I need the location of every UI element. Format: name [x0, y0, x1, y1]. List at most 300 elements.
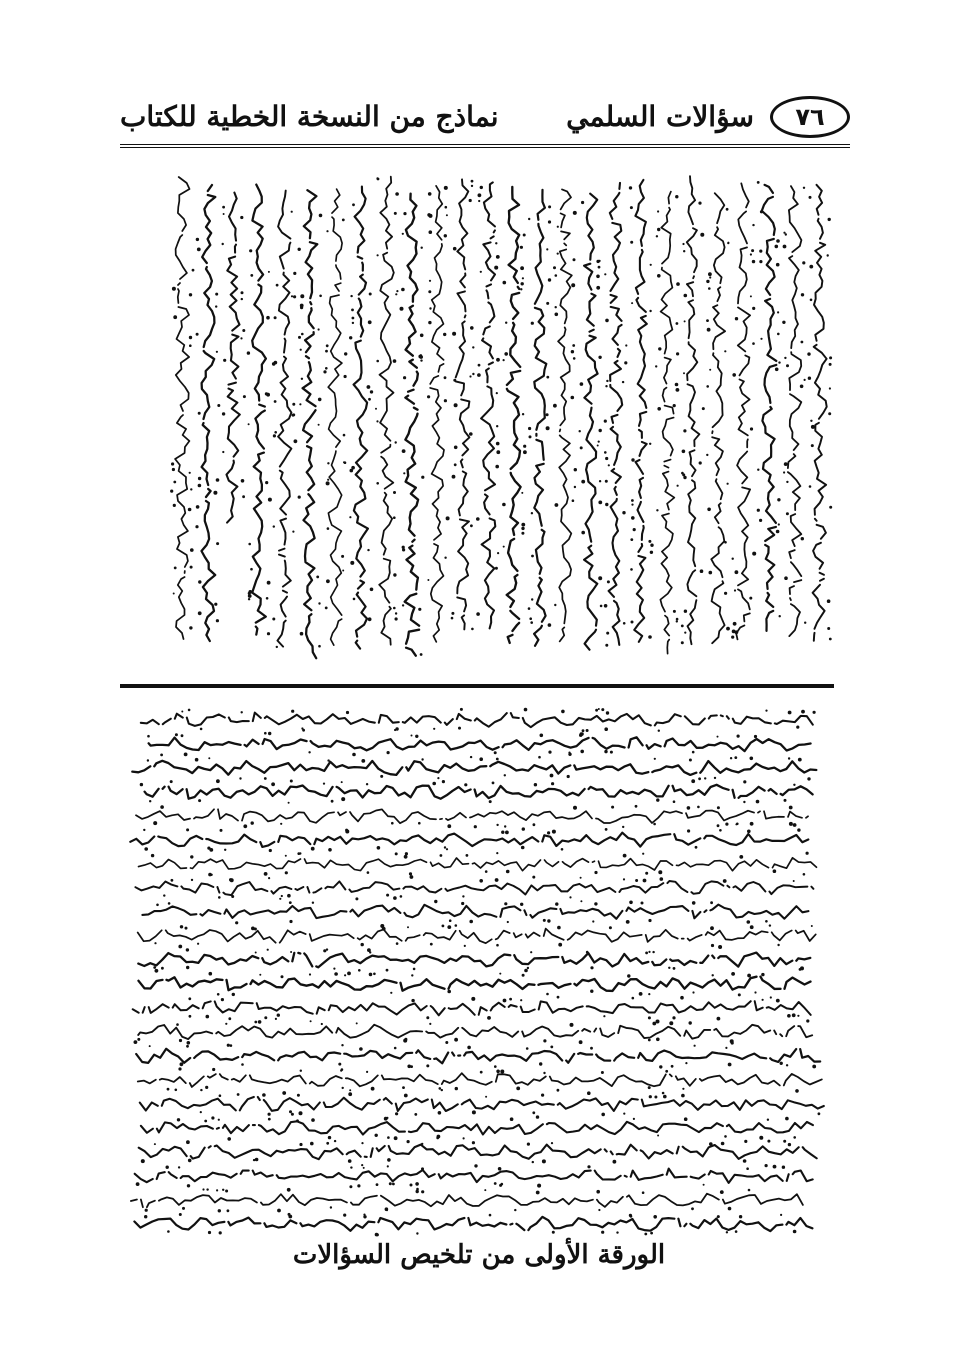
ink-dot	[603, 1015, 605, 1017]
ink-dot	[643, 879, 647, 883]
ink-dot	[390, 992, 392, 994]
ink-dot	[596, 1190, 600, 1194]
ink-dot	[173, 315, 177, 319]
ink-dot	[650, 264, 652, 266]
ink-dot	[494, 751, 497, 754]
ink-dot	[443, 333, 446, 336]
ink-dot	[681, 625, 684, 628]
ink-dot	[186, 1140, 190, 1144]
ink-dot	[274, 361, 278, 365]
ink-dot	[174, 567, 177, 570]
ink-dot	[761, 973, 764, 976]
ink-dot	[757, 181, 760, 184]
ink-dot	[590, 966, 593, 969]
ink-dot	[586, 951, 589, 954]
ink-dot	[532, 1161, 534, 1163]
ink-dot	[410, 1184, 413, 1187]
ink-dot	[469, 199, 472, 202]
ink-dot	[548, 751, 551, 754]
ink-dot	[480, 186, 483, 189]
ink-dot	[472, 373, 474, 375]
ink-dot	[190, 548, 194, 552]
ink-dot	[134, 1040, 138, 1044]
ink-dot	[242, 495, 245, 498]
ink-dot	[220, 829, 223, 832]
ink-dot	[478, 200, 480, 202]
handwritten-line	[142, 905, 808, 919]
ink-dot	[546, 248, 548, 250]
ink-dot	[543, 1072, 545, 1074]
ink-dot	[803, 187, 805, 189]
ink-dot	[149, 1045, 151, 1047]
handwritten-column	[813, 185, 827, 641]
ink-dot	[657, 210, 659, 212]
ink-dot	[395, 441, 397, 443]
ink-dot	[641, 902, 644, 905]
ink-dot	[541, 1094, 544, 1097]
ink-dot	[531, 322, 534, 325]
ink-dot	[387, 751, 390, 754]
handwritten-column	[711, 193, 725, 643]
ink-dot	[777, 944, 779, 946]
ink-dot	[471, 185, 473, 187]
ink-dot	[626, 920, 630, 924]
ink-dot	[376, 1183, 379, 1186]
ink-dot	[358, 969, 361, 972]
ink-dot	[699, 461, 702, 464]
ink-dot	[477, 373, 481, 377]
ink-dot	[440, 854, 443, 857]
ink-dot	[552, 1231, 555, 1234]
ink-dot	[200, 1089, 202, 1091]
ink-dot	[311, 1118, 315, 1122]
ink-dot	[786, 1064, 788, 1066]
ink-dot	[809, 196, 812, 199]
ink-dot	[200, 728, 203, 731]
ink-dot	[392, 1183, 395, 1186]
ink-dot	[495, 567, 498, 570]
ink-dot	[265, 392, 268, 395]
ink-dot	[717, 736, 719, 738]
ink-dot	[479, 757, 483, 761]
handwritten-column	[303, 190, 318, 658]
handwritten-line	[136, 809, 808, 823]
ink-dot	[673, 610, 676, 613]
ink-dot	[254, 1021, 257, 1024]
ink-dot	[155, 969, 159, 973]
ink-dot	[652, 951, 654, 953]
ink-dot	[656, 798, 659, 801]
ink-dot	[543, 1039, 546, 1042]
ink-dot	[676, 322, 679, 325]
ink-dot	[780, 1214, 782, 1216]
ink-dot	[318, 398, 322, 402]
ink-dot	[328, 1136, 331, 1139]
ink-dot	[342, 570, 344, 572]
ink-dot	[287, 1188, 291, 1192]
ink-dot	[827, 254, 829, 256]
book-title: سؤالات السلمي	[566, 100, 754, 133]
ink-dot	[623, 1113, 625, 1115]
ink-dot	[682, 450, 686, 454]
handwritten-line	[140, 1097, 824, 1111]
ink-dot	[773, 1165, 777, 1169]
ink-dot	[744, 1140, 747, 1143]
ink-dot	[657, 274, 661, 278]
ink-dot	[631, 458, 634, 461]
ink-dot	[610, 751, 613, 754]
ink-dot	[552, 830, 556, 834]
ink-dot	[784, 799, 787, 802]
handwritten-lines-image	[115, 700, 845, 1240]
ink-dot	[299, 1111, 303, 1115]
ink-dot	[402, 449, 406, 453]
ink-dot	[300, 632, 304, 636]
ink-dot	[553, 404, 557, 408]
ink-dot	[580, 446, 583, 449]
ink-dot	[796, 726, 799, 729]
ink-dot	[160, 754, 163, 757]
ink-dot	[187, 1184, 190, 1187]
ink-dot	[648, 540, 651, 543]
ink-dot	[807, 777, 810, 780]
ink-dot	[759, 519, 762, 522]
ink-dot	[631, 504, 633, 506]
ink-dot	[310, 1020, 312, 1022]
ink-dot	[175, 733, 178, 736]
ink-dot	[648, 993, 650, 995]
ink-dot	[629, 901, 633, 905]
ink-dot	[241, 298, 243, 300]
ink-dot	[605, 319, 609, 323]
ink-dot	[522, 974, 525, 977]
ink-dot	[529, 435, 532, 438]
ink-dot	[223, 359, 226, 362]
ink-dot	[447, 990, 451, 994]
ink-dot	[210, 874, 212, 876]
page-number: ٧٦	[770, 96, 850, 138]
ink-dot	[255, 1158, 259, 1162]
ink-dot	[496, 852, 498, 854]
ink-dot	[555, 306, 557, 308]
ink-dot	[356, 1022, 358, 1024]
ink-dot	[228, 1017, 231, 1020]
ink-dot	[811, 925, 813, 927]
ink-dot	[181, 711, 183, 713]
ink-dot	[326, 344, 329, 347]
ink-dot	[504, 902, 507, 905]
ink-dot	[212, 1068, 215, 1071]
ink-dot	[171, 879, 174, 882]
ink-dot	[485, 870, 488, 873]
ink-dot	[407, 926, 409, 928]
ink-dot	[391, 822, 394, 825]
ink-dot	[402, 233, 404, 235]
ink-dot	[725, 823, 728, 826]
ink-dot	[523, 234, 526, 237]
ink-dot	[793, 1230, 797, 1234]
ink-dot	[153, 821, 157, 825]
ink-dot	[783, 1140, 786, 1143]
ink-dot	[601, 1113, 605, 1117]
ink-dot	[400, 307, 404, 311]
ink-dot	[376, 1233, 379, 1236]
ink-dot	[828, 412, 831, 415]
ink-dot	[709, 1142, 713, 1146]
ink-dot	[188, 1159, 192, 1163]
ink-dot	[428, 321, 431, 324]
ink-dot	[259, 974, 261, 976]
ink-dot	[237, 1093, 240, 1096]
ink-dot	[367, 549, 369, 551]
ink-dot	[368, 320, 372, 324]
handwritten-column	[278, 191, 292, 647]
ink-dot	[721, 1142, 725, 1146]
ink-dot	[268, 732, 271, 735]
ink-dot	[300, 1070, 302, 1072]
ink-dot	[555, 503, 559, 507]
ink-dot	[639, 992, 643, 996]
ink-dot	[471, 180, 474, 183]
ink-dot	[445, 206, 448, 209]
ink-dot	[331, 800, 334, 803]
ink-dot	[368, 398, 371, 401]
ink-dot	[413, 968, 416, 971]
handwritten-line	[145, 785, 813, 799]
ink-dot	[783, 245, 787, 249]
ink-dot	[783, 232, 785, 234]
ink-dot	[553, 266, 556, 269]
ink-dot	[386, 1209, 388, 1211]
ink-dot	[221, 998, 224, 1001]
ink-dot	[288, 802, 290, 804]
ink-dot	[387, 1136, 390, 1139]
ink-dot	[656, 509, 658, 511]
ink-dot	[214, 603, 217, 606]
ink-dot	[371, 1087, 375, 1091]
ink-dot	[684, 294, 688, 298]
ink-dot	[797, 828, 800, 831]
ink-dot	[538, 756, 541, 759]
ink-dot	[776, 530, 780, 534]
ink-dot	[241, 291, 244, 294]
ink-dot	[451, 617, 454, 620]
ink-dot	[255, 952, 257, 954]
ink-dot	[505, 322, 507, 324]
ink-dot	[327, 759, 329, 761]
ink-dot	[250, 568, 253, 571]
ink-dot	[581, 732, 584, 735]
ink-dot	[387, 1158, 391, 1162]
ink-dot	[326, 948, 328, 950]
ink-dot	[633, 528, 636, 531]
ink-dot	[520, 246, 523, 249]
ink-dot	[341, 1068, 344, 1071]
ink-dot	[776, 263, 780, 267]
ink-dot	[190, 855, 193, 858]
ink-dot	[724, 541, 727, 544]
ink-dot	[326, 230, 328, 232]
ink-dot	[804, 622, 806, 624]
ink-dot	[264, 1016, 267, 1019]
ink-dot	[786, 481, 788, 483]
ink-dot	[300, 294, 304, 298]
ink-dot	[613, 1160, 617, 1164]
ink-dot	[759, 250, 762, 253]
ink-dot	[414, 1113, 417, 1116]
ink-dot	[779, 615, 781, 617]
ink-dot	[802, 261, 805, 264]
ink-dot	[213, 491, 217, 495]
ink-dot	[361, 1142, 363, 1144]
ink-dot	[462, 895, 464, 897]
section-title: نماذج من النسخة الخطية للكتاب	[120, 100, 499, 133]
ink-dot	[217, 993, 220, 996]
ink-dot	[767, 1119, 769, 1121]
handwritten-line	[139, 858, 817, 871]
ink-dot	[784, 576, 788, 580]
ink-dot	[209, 972, 213, 976]
ink-dot	[498, 1167, 502, 1171]
ink-dot	[698, 202, 701, 205]
ink-dot	[534, 783, 537, 786]
ink-dot	[171, 462, 174, 465]
ink-dot	[196, 505, 200, 509]
handwritten-column	[430, 186, 444, 642]
ink-dot	[780, 1062, 783, 1065]
ink-dot	[455, 924, 458, 927]
ink-dot	[798, 758, 802, 762]
ink-dot	[659, 1065, 662, 1068]
ink-dot	[597, 445, 599, 447]
ink-dot	[274, 316, 277, 319]
ink-dot	[299, 1143, 302, 1146]
ink-dot	[344, 974, 346, 976]
ink-dot	[604, 750, 607, 753]
ink-dot	[147, 735, 150, 738]
ink-dot	[762, 999, 764, 1001]
ink-dot	[580, 900, 582, 902]
ink-dot	[548, 220, 551, 223]
ink-dot	[687, 829, 690, 832]
ink-dot	[631, 516, 635, 520]
ink-dot	[163, 894, 165, 896]
ink-dot	[382, 927, 386, 931]
ink-dot	[173, 481, 176, 484]
ink-dot	[333, 968, 335, 970]
ink-dot	[454, 446, 458, 450]
ink-dot	[474, 825, 477, 828]
ink-dot	[394, 212, 397, 215]
ink-dot	[291, 295, 293, 297]
handwritten-line	[135, 1169, 813, 1183]
ink-dot	[355, 897, 358, 900]
ink-dot	[242, 329, 245, 332]
ink-dot	[350, 561, 354, 565]
ink-dot	[248, 543, 251, 546]
ink-dot	[190, 566, 193, 569]
ink-dot	[580, 382, 584, 386]
ink-dot	[557, 996, 560, 999]
ink-dot	[402, 1086, 405, 1089]
ink-dot	[714, 777, 716, 779]
ink-dot	[579, 430, 581, 432]
ink-dot	[393, 491, 396, 494]
ink-dot	[454, 1038, 458, 1042]
ink-dot	[241, 711, 243, 713]
ink-dot	[205, 1086, 208, 1089]
ink-dot	[250, 274, 253, 277]
ink-dot	[353, 598, 356, 601]
ink-dot	[268, 877, 270, 879]
ink-dot	[571, 350, 574, 353]
ink-dot	[173, 504, 176, 507]
ink-dot	[348, 1092, 352, 1096]
ink-dot	[230, 878, 234, 882]
ink-dot	[594, 871, 597, 874]
ink-dot	[726, 627, 730, 631]
ink-dot	[216, 478, 220, 482]
ink-dot	[160, 805, 164, 809]
ink-dot	[773, 869, 777, 873]
ink-dot	[752, 552, 756, 556]
ink-dot	[224, 849, 226, 851]
ink-dot	[294, 439, 298, 443]
handwritten-line	[136, 1049, 820, 1064]
ink-dot	[558, 943, 562, 947]
ink-dot	[527, 1143, 530, 1146]
ink-dot	[297, 852, 300, 855]
ink-dot	[367, 948, 371, 952]
ink-dot	[471, 997, 475, 1001]
handwritten-column	[507, 187, 521, 643]
ink-dot	[629, 1214, 632, 1217]
ink-dot	[395, 612, 397, 614]
ink-dot	[750, 757, 754, 761]
ink-dot	[351, 466, 355, 470]
ink-dot	[724, 592, 727, 595]
ink-dot	[345, 830, 349, 834]
ink-dot	[480, 271, 482, 273]
ink-dot	[230, 1044, 233, 1047]
ink-dot	[298, 336, 301, 339]
ink-dot	[635, 879, 638, 882]
ink-dot	[728, 1207, 732, 1211]
ink-dot	[211, 1116, 214, 1119]
ink-dot	[327, 479, 329, 481]
ink-dot	[349, 336, 352, 339]
ink-dot	[318, 328, 320, 330]
handwritten-line	[132, 761, 816, 775]
ink-dot	[532, 876, 535, 879]
ink-dot	[395, 192, 399, 196]
ink-dot	[274, 400, 277, 403]
ink-dot	[198, 580, 201, 583]
ink-dot	[777, 498, 780, 501]
ink-dot	[706, 454, 708, 456]
ink-dot	[271, 782, 275, 786]
ink-dot	[523, 450, 527, 454]
ink-dot	[676, 620, 678, 622]
ink-dot	[524, 708, 528, 712]
ink-dot	[326, 481, 330, 485]
ink-dot	[496, 758, 499, 761]
ink-dot	[767, 1140, 770, 1143]
ink-dot	[300, 349, 302, 351]
ink-dot	[542, 1159, 546, 1163]
ink-dot	[262, 1093, 266, 1097]
ink-dot	[557, 226, 559, 228]
